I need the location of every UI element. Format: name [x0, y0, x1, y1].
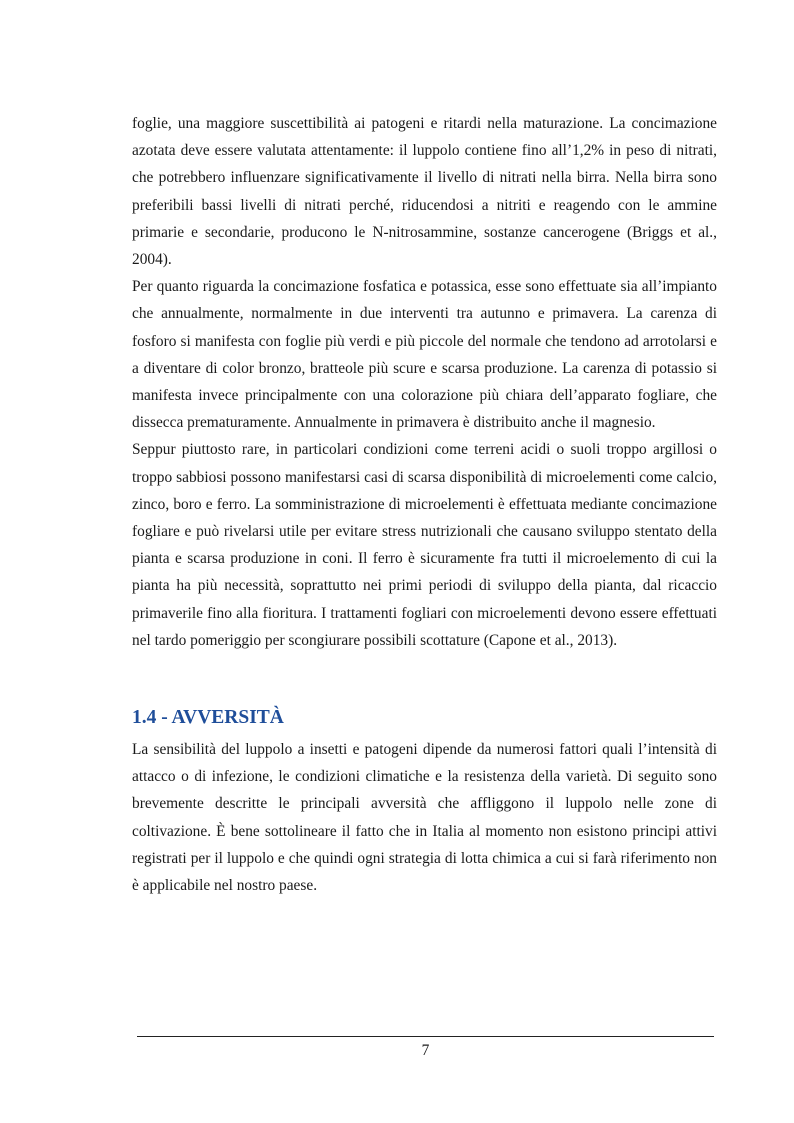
paragraph-phosphorus-potassium: Per quanto riguarda la concimazione fosfatica e potassica, esse sono effettuate sia all’impianto che annualmente, normalmente in due interventi tra autunno e primavera. La carenza di fosforo si manifesta con foglie più verdi e più piccole del normale che tendono ad arrotolarsi e a diventare di color bronzo, bratteole più scure e scarsa produzione. La carenza di potassio si manifesta invece principalmente con una colorazione più chiara dell’apparato fogliare, che dissecca prematuramente. Annualmente in primavera è distribuito anche il magnesio.: [132, 278, 717, 432]
paragraph-adversities: La sensibilità del luppolo a insetti e patogeni dipende da numerosi fattori quali l’intensità di attacco o di infezione, le condizioni climatiche e la resistenza della varietà. Di seguito sono brevemente descritte le principali avversità che affliggono il luppolo nelle zone di coltivazione. È bene sottolineare il fatto che in Italia al momento non esistono principi attivi registrati per il luppolo e che quindi ogni strategia di lotta chimica a cui si farà riferimento non è applicabile nel nostro paese.: [132, 741, 717, 895]
section-heading: 1.4 - AVVERSITÀ: [132, 707, 284, 729]
footer-divider: [137, 1036, 714, 1037]
paragraph-microelements: Seppur piuttosto rare, in particolari condizioni come terreni acidi o suoli troppo argillosi o troppo sabbiosi possono manifestarsi casi di scarsa disponibilità di microelementi come calcio, zinco, boro e ferro. La somministrazione di microelementi è effettuata mediante concimazione fogliare e può rivelarsi utile per evitare stress nutrizionali che causano sviluppo stentato della pianta e scarsa produzione in coni. Il ferro è sicuramente fra tutti il microelemento di cui la pianta ha più necessità, soprattutto nei primi periodi di sviluppo della pianta, dal ricaccio primaverile fino alla fioritura. I trattamenti fogliari con microelementi devono essere effettuati nel tardo pomeriggio per scongiurare possibili scottature (Capone et al., 2013).: [132, 441, 717, 649]
page-body: [132, 110, 717, 899]
paragraph-nitrogen-fertilization: foglie, una maggiore suscettibilità ai patogeni e ritardi nella maturazione. La concimazione azotata deve essere valutata attentamente: il luppolo contiene fino all’1,2% in peso di nitrati, che potrebbero influenzare significativamente il livello di nitrati nella birra. Nella birra sono preferibili bassi livelli di nitrati perché, riducendosi a nitriti e reagendo con le ammine primarie e secondarie, producono le N-nitrosammine, sostanze cancerogene (Briggs et al., 2004).: [132, 115, 717, 269]
page-number: 7: [421, 1042, 430, 1059]
